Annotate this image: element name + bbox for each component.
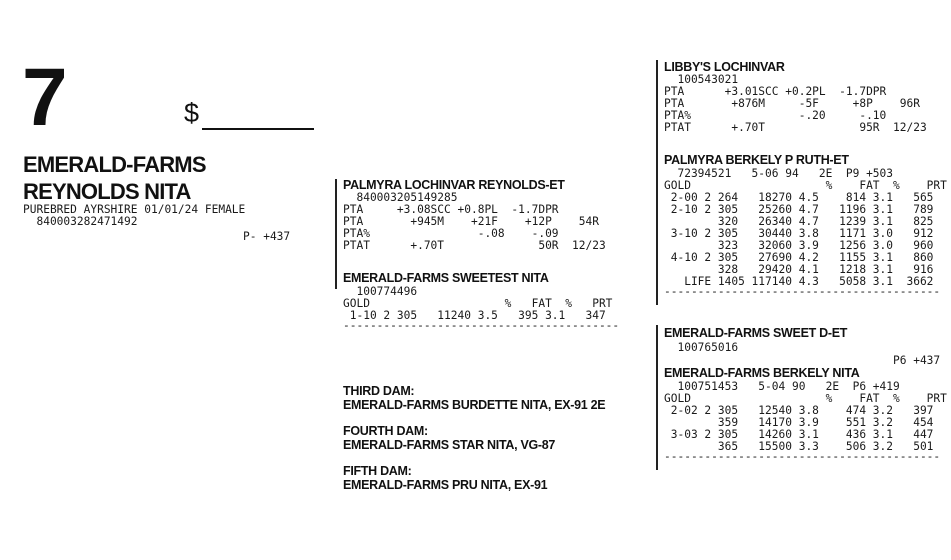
- fifth-dam-label: FIFTH DAM:: [343, 464, 412, 478]
- animal-registration: 840003282471492: [23, 215, 138, 228]
- price-dollar-sign: $: [184, 98, 200, 128]
- dam-of-sire-stat-line: 2-00 2 264 18270 4.5 814 3.1 565: [664, 191, 934, 204]
- dam-stat-line: GOLD % FAT % PRT: [343, 297, 613, 310]
- lot-number: 7: [22, 52, 68, 143]
- price-blank-line: [202, 126, 314, 130]
- dam-of-sire-stat-line: 320 26340 4.7 1239 3.1 825: [664, 215, 934, 228]
- dam-of-sire-name: PALMYRA BERKELY P RUTH-ET: [664, 153, 849, 167]
- fourth-dam-label: FOURTH DAM:: [343, 424, 428, 438]
- sire-name: PALMYRA LOCHINVAR REYNOLDS-ET: [343, 178, 565, 192]
- dam-of-dam-stat-line: GOLD % FAT % PRT: [664, 392, 947, 405]
- dam-of-sire-stats: [664, 168, 947, 296]
- sire-of-dam-stats: [664, 342, 940, 367]
- sire-stat-line: PTA +945M +21F +12P 54R: [343, 215, 599, 228]
- animal-pindex: P- +437: [243, 230, 291, 243]
- dam-stat-line: 100774496: [343, 285, 418, 298]
- dam-of-sire-stat-line: 3-10 2 305 30440 3.8 1171 3.0 912: [664, 227, 934, 240]
- sire-stat-line: PTAT +.70T 50R 12/23: [343, 239, 606, 252]
- dam-of-dam-stat-line: 3-03 2 305 14260 3.1 436 3.1 447: [664, 428, 934, 441]
- dam-of-dam-stat-line: 365 15500 3.3 506 3.2 501: [664, 440, 934, 453]
- dam-of-sire-stat-line: 328 29420 4.1 1218 3.1 916: [664, 263, 934, 276]
- sire-of-sire-name: LIBBY'S LOCHINVAR: [664, 60, 785, 74]
- sire-stat-line: PTA% -.08 -.09: [343, 227, 559, 240]
- dam-of-sire-stat-line: LIFE 1405 117140 4.3 5058 3.1 3662: [664, 275, 934, 288]
- fifth-dam-name: EMERALD-FARMS PRU NITA, EX-91: [343, 478, 548, 492]
- sire-of-sire-stat-line: PTAT +.70T 95R 12/23: [664, 121, 927, 134]
- sire-stats: [343, 192, 606, 252]
- sire-stat-line: 840003205149285: [343, 191, 458, 204]
- third-dam-name: EMERALD-FARMS BURDETTE NITA, EX-91 2E: [343, 398, 606, 412]
- fourth-dam: [343, 424, 555, 452]
- dam-of-sire-divider: -----------------------------------------: [664, 285, 941, 298]
- pedigree-bracket-right-top: [656, 60, 658, 305]
- sire-of-sire-stat-line: PTA +3.01SCC +0.2PL -1.7DPR: [664, 85, 887, 98]
- sire-of-dam-stat-line: 100765016: [664, 341, 739, 354]
- sire-of-dam-name: EMERALD-FARMS SWEET D-ET: [664, 326, 848, 340]
- dam-of-dam-divider: -----------------------------------------: [664, 450, 941, 463]
- pedigree-bracket-right-bottom: [656, 325, 658, 470]
- dam-of-sire-stat-line: 323 32060 3.9 1256 3.0 960: [664, 239, 934, 252]
- dam-of-dam-stat-line: 2-02 2 305 12540 3.8 474 3.2 397: [664, 404, 934, 417]
- dam-stat-line: 1-10 2 305 11240 3.5 395 3.1 347: [343, 309, 606, 322]
- sire-stat-line: PTA +3.08SCC +0.8PL -1.7DPR: [343, 203, 559, 216]
- dam-name: EMERALD-FARMS SWEETEST NITA: [343, 271, 549, 285]
- dam-of-sire-stat-line: GOLD % FAT % PRT: [664, 179, 947, 192]
- dam-of-dam-stat-line: 100751453 5-04 90 2E P6 +419: [664, 380, 900, 393]
- third-dam: [343, 384, 605, 412]
- dam-stats: [343, 286, 619, 330]
- animal-name-line2: REYNOLDS NITA: [23, 179, 191, 204]
- dam-of-sire-stat-line: 72394521 5-06 94 2E P9 +503: [664, 167, 894, 180]
- sire-of-sire-stat-line: PTA +876M -5F +8P 96R: [664, 97, 920, 110]
- animal-breed-info: PUREBRED AYRSHIRE 01/01/24 FEMALE: [23, 203, 246, 216]
- dam-of-dam-name: EMERALD-FARMS BERKELY NITA: [664, 366, 860, 380]
- sire-of-sire-stats: [664, 74, 927, 134]
- fifth-dam: [343, 464, 547, 492]
- dam-of-sire-stat-line: 4-10 2 305 27690 4.2 1155 3.1 860: [664, 251, 934, 264]
- animal-name-line1: EMERALD-FARMS: [23, 152, 206, 177]
- sire-of-sire-stat-line: 100543021: [664, 73, 739, 86]
- sire-of-sire-stat-line: PTA% -.20 -.10: [664, 109, 887, 122]
- dam-of-sire-stat-line: 2-10 2 305 25260 4.7 1196 3.1 789: [664, 203, 934, 216]
- fourth-dam-name: EMERALD-FARMS STAR NITA, VG-87: [343, 438, 556, 452]
- sire-of-dam-pindex: P6 +437: [664, 354, 941, 367]
- third-dam-label: THIRD DAM:: [343, 384, 415, 398]
- dam-of-dam-stats: [664, 381, 947, 461]
- dam-of-dam-stat-line: 359 14170 3.9 551 3.2 454: [664, 416, 934, 429]
- pedigree-bracket-middle: [335, 179, 337, 289]
- dam-divider: -----------------------------------------: [343, 319, 620, 332]
